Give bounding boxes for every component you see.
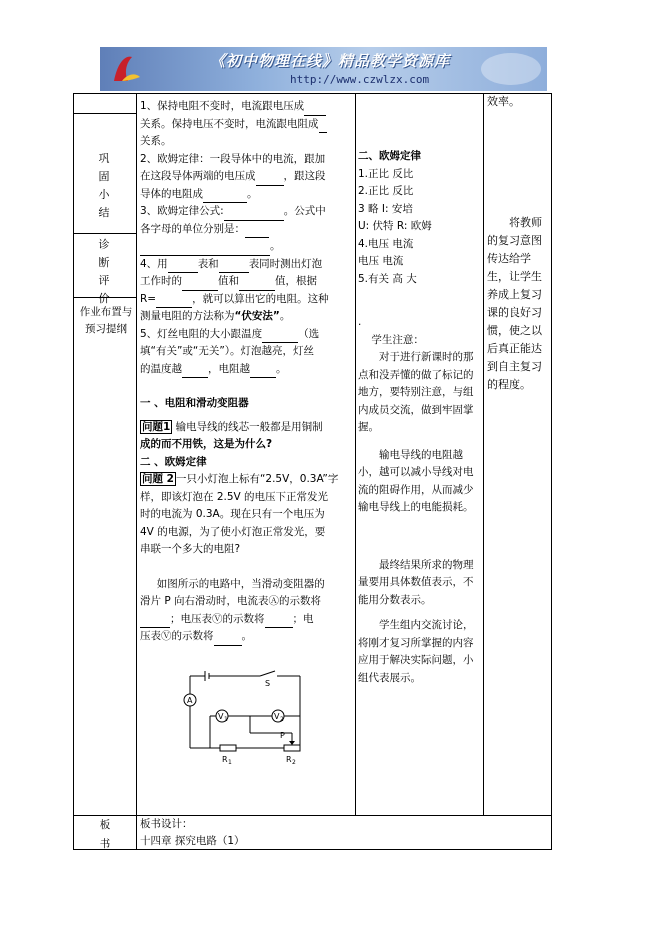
- svg-text:V: V: [274, 712, 280, 721]
- svg-text:1: 1: [224, 716, 228, 723]
- row-label-board: 板书: [99, 819, 111, 850]
- table-divider: [136, 93, 137, 850]
- section-heading: 一 、电阻和滑动变阻器: [140, 397, 249, 409]
- slider-label: P: [280, 731, 285, 740]
- table-divider: [73, 113, 136, 114]
- circuit-diagram: [180, 668, 310, 768]
- switch-label: S: [265, 679, 271, 688]
- svg-text:V: V: [218, 712, 224, 721]
- svg-text:R: R: [286, 755, 292, 764]
- header-banner: [100, 47, 547, 91]
- question-tag: 问题1: [142, 420, 171, 433]
- svg-text:R: R: [222, 755, 228, 764]
- row-label-homework: 作业布置与预习提纲: [79, 306, 133, 335]
- banner-title: 《初中物理在线》精品教学资源库: [210, 52, 451, 70]
- banner-url[interactable]: http://www.czwlzx.com: [290, 73, 430, 86]
- row-label-diagnose: 诊断评价: [98, 238, 110, 305]
- review-content: 1、保持电阻不变时，电流跟电压成 关系。保持电压不变时，电流跟电阻成 关系。 2、欧姆定律：一段导体中的电流，跟加 在这段导体两端的电压成 ，跟这段 导体的电阻成 。 3、欧姆定律公式: 。公式中 各字母的单位分别是： 。 4、用 表和 表同时测出灯泡 工作时的 值和 值，根据 R= ，就可以算出它的电阻。这种 测量电阻的方法称为“伏安法”。 5、灯丝电阻的大小跟温度 （选 填“有关”或“无关”）。灯泡越亮，灯丝 的温度越 ，电阻越 。 一 、电阻和滑动变阻器 问题1 输电导线的线芯一般都是用铜制 成的而不用铁，这是为什么? 二 、欧姆定律 问题 2 一只小灯泡上标有“2.5V，0.3A”字 样，即该灯泡在 2.5V 的电压下正常发光 时的电流为 0.3A。现在只有一个电压为 4V 的电源，为了使小灯泡正常发光，要 串联一个多大的电阻? 如图所示的电路中，当滑动变阻器的 滑片 P 向右滑动时，电流表Ⓐ的示数将 ；电压表Ⓥ的示数将 ；电 压表Ⓥ的示数将 。: [140, 98, 354, 646]
- row-label-review: 巩固小结: [98, 152, 110, 219]
- table-divider: [483, 93, 484, 815]
- svg-text:1: 1: [228, 759, 232, 766]
- banner-decoration: [481, 53, 541, 85]
- table-divider: [355, 93, 356, 815]
- section-heading: 二 、欧姆定律: [140, 455, 207, 468]
- question-tag: 问题 2: [142, 473, 174, 485]
- svg-text:2: 2: [280, 716, 284, 723]
- student-activity-content: 二、欧姆定律 1.正比 反比 2.正比 反比 3 略 I: 安培 U: 伏特 R: 欧姆 4.电压 电流 电压 电流 5.有关 高 大 . 学生注意： 对于进行新课时的那点和没弄懂的做了标记的地方，要特别注意，与组内成员交流，做到牢固掌握。 输电导线的电阻越小，越可以减小导线对电流的阻碍作用，从而减少输电导线上的电能损耗。 最终结果所求的物理量要用具体数值表示，不能用分数表示。 学生组内交流讨论，将刚才复习所掌握的内容应用于解决实际问题，小组代表展示。: [358, 148, 482, 687]
- svg-text:2: 2: [292, 759, 296, 766]
- logo-icon: [108, 51, 144, 87]
- answer-heading: 二、欧姆定律: [358, 150, 421, 162]
- board-design: 板书设计： 十四章 探究电路（1）: [140, 818, 245, 847]
- design-intent-content: 效率。 将教师的复习意图传达给学生，让学生养成上复习课的良好习惯，使之以后真正能达到自主复习的程度。: [487, 95, 542, 391]
- table-divider: [73, 233, 136, 234]
- ammeter-label: A: [187, 696, 193, 705]
